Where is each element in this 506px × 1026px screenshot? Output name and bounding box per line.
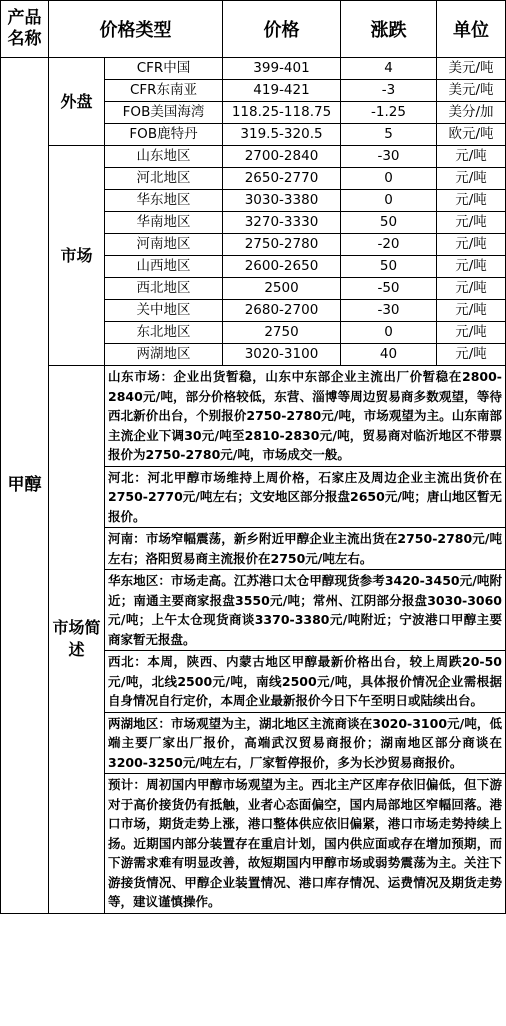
price-cell: 2650-2770 [223, 168, 341, 190]
price-cell: 2750-2780 [223, 234, 341, 256]
summary-row [1, 366, 506, 467]
header-unit: 单位 [437, 1, 506, 58]
change-cell: -3 [341, 80, 437, 102]
price-cell: 2750 [223, 322, 341, 344]
change-cell: 4 [341, 58, 437, 80]
unit-cell: 元/吨 [437, 300, 506, 322]
category-market: 市场 [49, 146, 105, 366]
unit-cell: 元/吨 [437, 322, 506, 344]
header-price: 价格 [223, 1, 341, 58]
header-product-name: 产品名称 [1, 1, 49, 58]
change-cell: 0 [341, 190, 437, 212]
table-row [1, 58, 506, 80]
price-cell: 118.25-118.75 [223, 102, 341, 124]
unit-cell: 欧元/吨 [437, 124, 506, 146]
summary-hebei: 河北：河北甲醇市场维持上周价格，石家庄及周边企业主流出货价在2750-2770元/吨左右；文安地区部分报盘2650元/吨；唐山地区暂无报价。 [105, 466, 506, 528]
price-type-cell: 河北地区 [105, 168, 223, 190]
price-type-cell: 华南地区 [105, 212, 223, 234]
change-cell: 40 [341, 344, 437, 366]
change-cell: -1.25 [341, 102, 437, 124]
change-cell: -20 [341, 234, 437, 256]
price-type-cell: 两湖地区 [105, 344, 223, 366]
price-type-cell: 西北地区 [105, 278, 223, 300]
price-type-cell: 河南地区 [105, 234, 223, 256]
summary-henan: 河南：市场窄幅震荡，新乡附近甲醇企业主流出货在2750-2780元/吨左右；洛阳贸易商主流报价在2750元/吨左右。 [105, 528, 506, 570]
change-cell: -30 [341, 300, 437, 322]
header-row [1, 1, 506, 58]
product-name-cell: 甲醇 [1, 58, 49, 914]
price-cell: 3270-3330 [223, 212, 341, 234]
price-type-cell: FOB鹿特丹 [105, 124, 223, 146]
price-cell: 419-421 [223, 80, 341, 102]
price-cell: 319.5-320.5 [223, 124, 341, 146]
price-type-cell: 华东地区 [105, 190, 223, 212]
unit-cell: 元/吨 [437, 344, 506, 366]
unit-cell: 元/吨 [437, 212, 506, 234]
price-type-cell: 山东地区 [105, 146, 223, 168]
unit-cell: 美分/加 [437, 102, 506, 124]
summary-northwest: 西北：本周，陕西、内蒙古地区甲醇最新价格出台，较上周跌20-50元/吨，北线2500元/吨，南线2500元/吨，具体报价情况企业需根据自身情况自行定价，本周企业最新报价今日下午至明日或陆续出台。 [105, 651, 506, 713]
unit-cell: 元/吨 [437, 256, 506, 278]
category-summary: 市场简述 [49, 366, 105, 914]
price-cell: 3030-3380 [223, 190, 341, 212]
summary-forecast: 预计：周初国内甲醇市场观望为主。西北主产区库存依旧偏低，但下游对于高价接货仍有抵触，业者心态面偏空，国内局部地区窄幅回落。港口市场，期货走势上涨，港口整体供应依旧偏紧，港口市场走势持续上扬。近期国内部分装置存在重启计划，国内供应面或存在增加预期，而下游需求难有明显改善，故短期国内甲醇市场或弱势震荡为主。关注下游接货情况、甲醇企业装置情况、港口库存情况、运费情况及期货走势等，建议谨慎操作。 [105, 774, 506, 914]
price-type-cell: 山西地区 [105, 256, 223, 278]
unit-cell: 元/吨 [437, 278, 506, 300]
price-type-cell: 关中地区 [105, 300, 223, 322]
change-cell: 5 [341, 124, 437, 146]
change-cell: 0 [341, 168, 437, 190]
unit-cell: 元/吨 [437, 234, 506, 256]
price-cell: 2600-2650 [223, 256, 341, 278]
price-type-cell: FOB美国海湾 [105, 102, 223, 124]
summary-shandong: 山东市场：企业出货暂稳，山东中东部企业主流出厂价暂稳在2800-2840元/吨，部分价格较低，东营、淄博等周边贸易商多数观望，等待西北新价出台，个别报价2750-2780元/吨，市场观望为主。山东南部主流企业下调30元/吨至2810-2830元/吨，贸易商对临沂地区不带票报价为2750-2780元/吨，市场成交一般。 [105, 366, 506, 467]
price-type-cell: CFR东南亚 [105, 80, 223, 102]
unit-cell: 元/吨 [437, 168, 506, 190]
table-row [1, 146, 506, 168]
price-cell: 2680-2700 [223, 300, 341, 322]
change-cell: -50 [341, 278, 437, 300]
unit-cell: 元/吨 [437, 146, 506, 168]
unit-cell: 美元/吨 [437, 80, 506, 102]
unit-cell: 元/吨 [437, 190, 506, 212]
change-cell: 50 [341, 212, 437, 234]
header-change: 涨跌 [341, 1, 437, 58]
unit-cell: 美元/吨 [437, 58, 506, 80]
change-cell: -30 [341, 146, 437, 168]
header-price-type: 价格类型 [49, 1, 223, 58]
price-cell: 2500 [223, 278, 341, 300]
change-cell: 0 [341, 322, 437, 344]
price-cell: 2700-2840 [223, 146, 341, 168]
price-type-cell: CFR中国 [105, 58, 223, 80]
price-cell: 3020-3100 [223, 344, 341, 366]
price-type-cell: 东北地区 [105, 322, 223, 344]
price-cell: 399-401 [223, 58, 341, 80]
category-external: 外盘 [49, 58, 105, 146]
change-cell: 50 [341, 256, 437, 278]
summary-east-china: 华东地区：市场走高。江苏港口太仓甲醇现货参考3420-3450元/吨附近；南通主要商家报盘3550元/吨；常州、江阴部分报盘3030-3060元/吨；上午太仓现货商谈3370-3380元/吨附近；宁波港口甲醇主要商家暂无报盘。 [105, 570, 506, 651]
summary-hubei-hunan: 两湖地区：市场观望为主，湖北地区主流商谈在3020-3100元/吨，低端主要厂家出厂报价，高端武汉贸易商报价；湖南地区部分商谈在3200-3250元/吨左右，厂家暂停报价，多为长沙贸易商报价。 [105, 712, 506, 774]
